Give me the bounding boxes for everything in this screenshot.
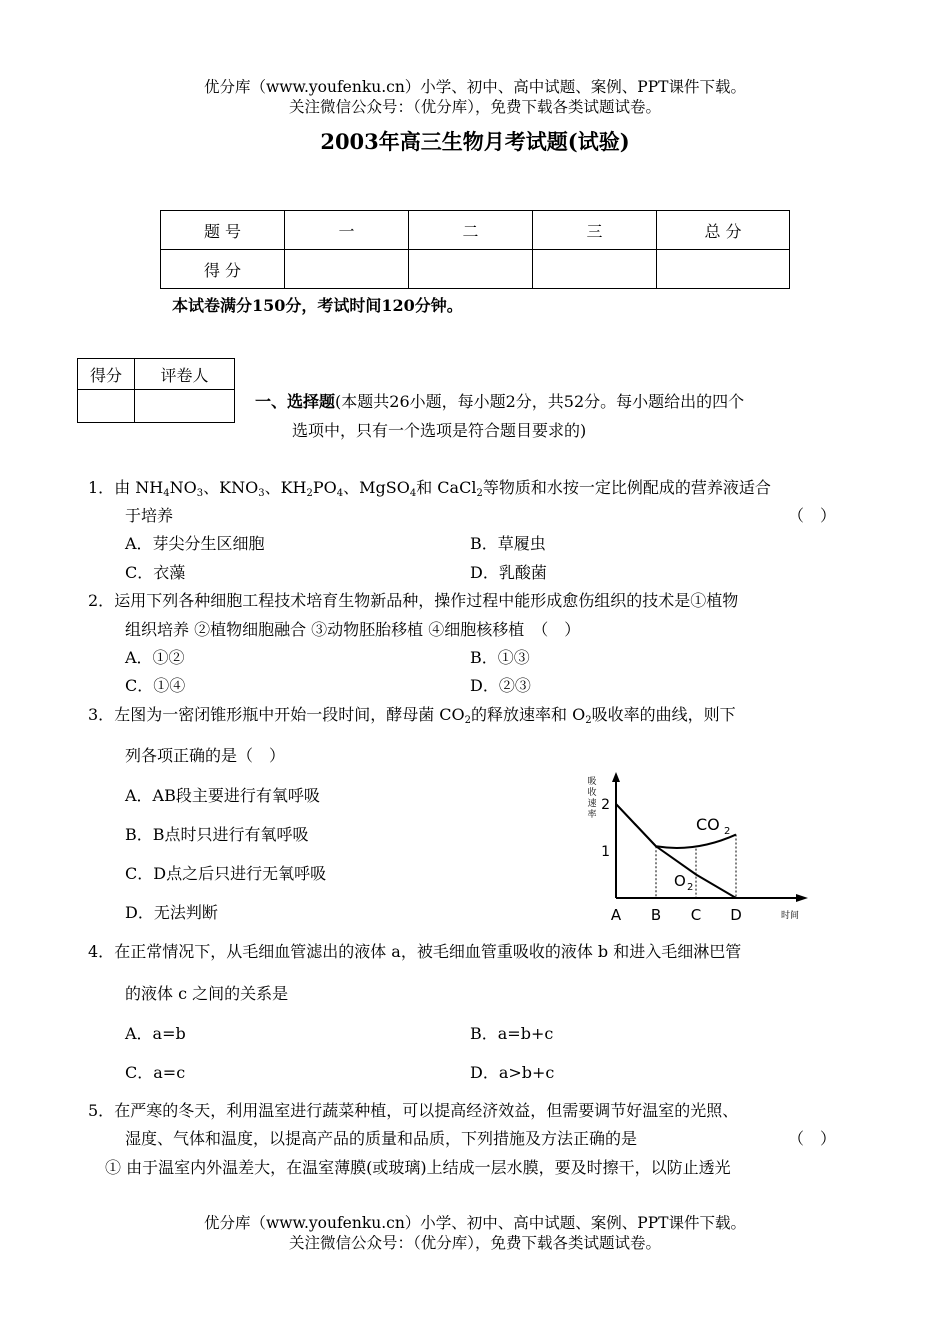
question-number: 2．	[88, 591, 115, 610]
question-4-line-2: 的液体 c 之间的关系是	[125, 984, 289, 1003]
grader-name-cell[interactable]	[135, 390, 235, 423]
question-5-line-2: 湿度、气体和温度，以提高产品的质量和品质，下列措施及方法正确的是	[125, 1129, 638, 1148]
question-3: 3．左图为一密闭锥形瓶中开始一段时间，酵母菌 $CO_2$的释放速率和 $O_2$吸收率的曲线，则下	[88, 705, 736, 726]
score-cell[interactable]	[533, 250, 657, 289]
section-1-desc: (本题共26小题，每小题2分，共52分。每小题给出的四个	[335, 392, 745, 411]
score-table-row-label: 得 分	[161, 250, 285, 289]
score-table-header: 二	[409, 211, 533, 250]
x-tick-label: D	[730, 906, 742, 924]
q2-option-c[interactable]: C．①④	[125, 676, 186, 695]
q3-option-a[interactable]: A．AB段主要进行有氧呼吸	[125, 786, 320, 805]
q3-option-d[interactable]: D．无法判断	[125, 903, 218, 922]
y-tick-label: 1	[601, 844, 610, 860]
q1-option-b[interactable]: B．草履虫	[470, 534, 546, 553]
q2-option-a[interactable]: A．①②	[125, 648, 185, 667]
x-tick-label: B	[650, 906, 662, 924]
q2-option-b[interactable]: B．①③	[470, 648, 530, 667]
score-table-header: 题 号	[161, 211, 285, 250]
exam-note: 本试卷满分150分，考试时间120分钟。	[172, 296, 463, 315]
q4-option-a[interactable]: A．a=b	[125, 1024, 186, 1043]
x-axis-arrow	[796, 894, 808, 902]
y-axis-label: 率	[587, 810, 597, 820]
section-1-heading	[255, 392, 744, 412]
answer-bracket[interactable]: （ ）	[788, 1129, 837, 1148]
question-2: 2．运用下列各种细胞工程技术培育生物新品种，操作过程中能形成愈伤组织的技术是①植物	[88, 591, 739, 610]
score-table-header: 三	[533, 211, 657, 250]
score-table	[160, 210, 790, 289]
question-number: 3．	[88, 705, 115, 724]
q1-option-d[interactable]: D．乳酸菌	[470, 563, 547, 582]
question-4: 4．在正常情况下，从毛细血管滤出的液体 a，被毛细血管重吸收的液体 b 和进入毛细淋巴管	[88, 942, 742, 961]
question-2-line-2: 组织培养 ②植物细胞融合 ③动物胚胎移植 ④细胞核移植 （ ）	[125, 620, 581, 639]
co2-label: CO	[696, 815, 720, 834]
x-tick-label: C	[690, 906, 702, 924]
o2-label: O	[674, 872, 686, 890]
section-1-desc-line-2: 选项中，只有一个选项是符合题目要求的)	[292, 421, 587, 440]
score-cell[interactable]	[285, 250, 409, 289]
score-table-header: 一	[285, 211, 409, 250]
o2-label-subscript: 2	[687, 882, 694, 893]
grader-score-cell[interactable]	[78, 390, 135, 423]
q4-option-c[interactable]: C．a=c	[125, 1063, 186, 1082]
answer-bracket[interactable]: （ ）	[788, 506, 837, 525]
footer-line-2: 关注微信公众号：（优分库），免费下载各类试题试卷。	[288, 1234, 661, 1252]
x-tick-label: A	[610, 906, 622, 924]
question-3-line-2: 列各项正确的是（ ）	[125, 746, 286, 765]
question-number: 5．	[88, 1101, 115, 1120]
q4-option-b[interactable]: B．a=b+c	[470, 1024, 554, 1043]
header-line-2: 关注微信公众号：（优分库），免费下载各类试题试卷。	[288, 98, 661, 116]
footer-line-1: 优分库（www.youfenku.cn）小学、初中、高中试题、案例、PPT课件下载。	[203, 1214, 747, 1232]
q3-option-b[interactable]: B．B点时只进行有氧呼吸	[125, 825, 309, 844]
header-line-1: 优分库（www.youfenku.cn）小学、初中、高中试题、案例、PPT课件下载。	[203, 78, 747, 96]
q4-option-d[interactable]: D．a>b+c	[470, 1063, 555, 1082]
score-cell[interactable]	[409, 250, 533, 289]
score-cell[interactable]	[657, 250, 790, 289]
y-tick-label: 2	[601, 797, 610, 813]
q2-option-d[interactable]: D．②③	[470, 676, 531, 695]
y-axis-arrow	[612, 772, 620, 782]
question-5-line-3: ① 由于温室内外温差大，在温室薄膜(或玻璃)上结成一层水膜，要及时擦干，以防止透光	[105, 1158, 731, 1177]
section-1-title: 一、选择题	[255, 392, 336, 411]
q3-option-c[interactable]: C．D点之后只进行无氧呼吸	[125, 864, 327, 883]
question-1-line-2: 于培养	[125, 506, 174, 525]
question-5: 5．在严寒的冬天，利用温室进行蔬菜种植，可以提高经济效益，但需要调节好温室的光照、	[88, 1101, 739, 1120]
page-title: 2003年高三生物月考试题(试验)	[320, 129, 630, 154]
question-1: 1．由 $NH_4NO_3$、$KNO_3$、$KH_2PO_4$、MgSO$_4$和 CaCl$_2$等物质和水按一定比例配成的营养液适合	[88, 478, 771, 499]
question-number: 1．	[88, 478, 115, 497]
question-number: 4．	[88, 942, 115, 961]
grader-name-label: 评卷人	[135, 359, 235, 390]
grader-score-label: 得分	[78, 359, 135, 390]
co2-label-subscript: 2	[724, 826, 731, 837]
grader-box	[77, 358, 235, 423]
y-axis-label: 收	[587, 788, 597, 798]
score-table-header: 总 分	[657, 211, 790, 250]
y-axis-label: 吸	[587, 777, 597, 787]
x-axis-label: 时间	[780, 911, 800, 921]
y-axis-label: 速	[587, 799, 597, 809]
q1-option-a[interactable]: A．芽尖分生区细胞	[125, 534, 265, 553]
q1-option-c[interactable]: C．衣藻	[125, 563, 186, 582]
respiration-chart	[578, 768, 818, 933]
